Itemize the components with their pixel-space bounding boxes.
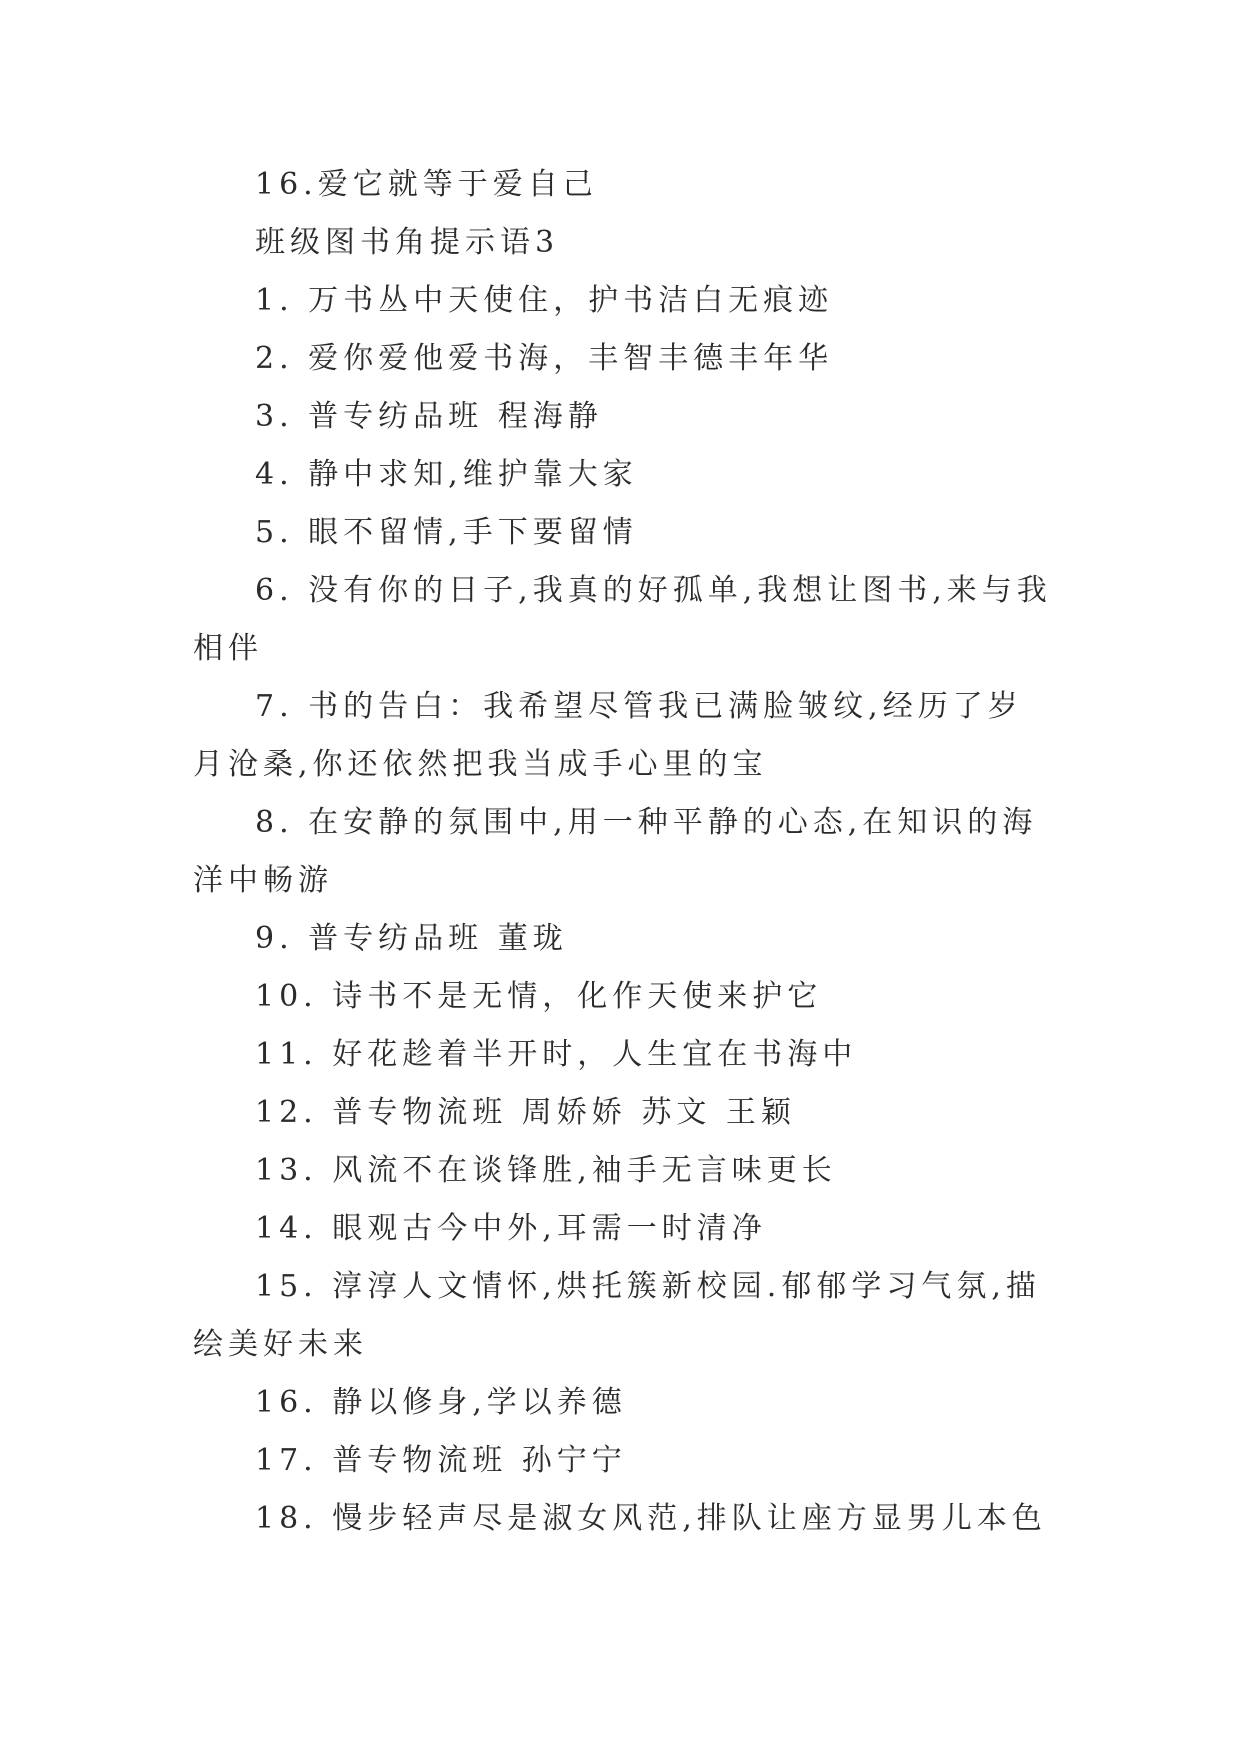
- text-line: 16.爱它就等于爱自己: [255, 167, 598, 202]
- list-item: 18. 慢步轻声尽是淑女风范,排队让座方显男儿本色: [255, 1501, 1047, 1536]
- list-item: 13. 风流不在谈锋胜,袖手无言味更长: [255, 1153, 837, 1188]
- list-item: 2. 爱你爱他爱书海，丰智丰德丰年华: [255, 341, 834, 376]
- list-item: 5. 眼不留情,手下要留情: [255, 515, 638, 550]
- list-item: 14. 眼观古今中外,耳需一时清净: [255, 1211, 767, 1246]
- list-item: 12. 普专物流班 周娇娇 苏文 王颖: [255, 1095, 796, 1130]
- list-item: 7. 书的告白：我希望尽管我已满脸皱纹,经历了岁月沧桑,你还依然把我当成手心里的宝: [193, 689, 1023, 782]
- list-item: 1. 万书丛中天使住，护书洁白无痕迹: [255, 283, 834, 318]
- list-item: 9. 普专纺品班 董珑: [255, 921, 568, 956]
- list-item: 3. 普专纺品班 程海静: [255, 399, 603, 434]
- list-item: 10. 诗书不是无情，化作天使来护它: [255, 979, 823, 1014]
- list-item: 15. 淳淳人文情怀,烘托簇新校园.郁郁学习气氛,描绘美好未来: [193, 1269, 1041, 1362]
- list-item: 4. 静中求知,维护靠大家: [255, 457, 638, 492]
- list-item: 11. 好花趁着半开时，人生宜在书海中: [255, 1037, 858, 1072]
- list-item: 6. 没有你的日子,我真的好孤单,我想让图书,来与我相伴: [193, 573, 1052, 666]
- list-item: 16. 静以修身,学以养德: [255, 1385, 627, 1420]
- document-body: [193, 156, 1055, 1548]
- list-item: 8. 在安静的氛围中,用一种平静的心态,在知识的海洋中畅游: [193, 805, 1038, 898]
- section-heading: 班级图书角提示语3: [255, 225, 560, 260]
- list-item: 17. 普专物流班 孙宁宁: [255, 1443, 627, 1478]
